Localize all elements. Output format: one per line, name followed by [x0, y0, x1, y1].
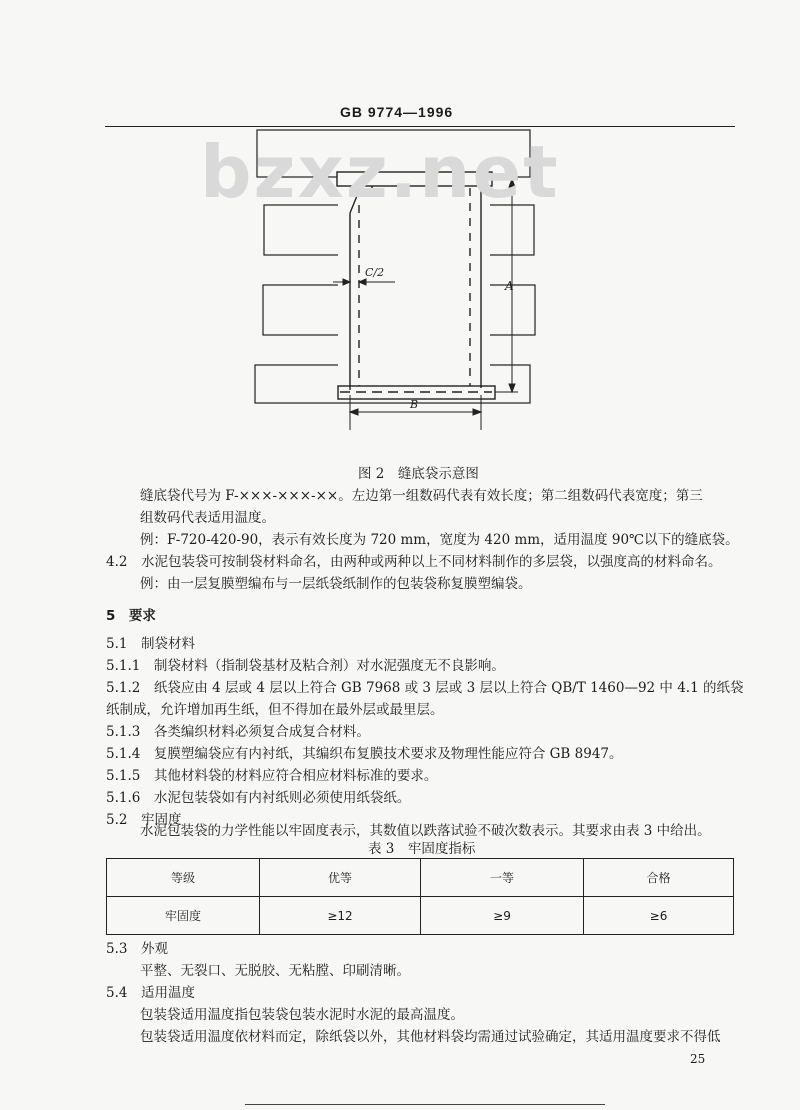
paragraph-example-2: 例：由一层复膜塑编布与一层纸袋纸制作的包装袋称复膜塑编袋。	[140, 576, 532, 592]
watermark: bzxz.net	[200, 130, 560, 214]
table-cell: ≥12	[260, 897, 421, 935]
paragraph-example-1: 例：F-720-420-90，表示有效长度为 720 mm，宽度为 420 mm，适用温度 90℃以下的缝底袋。	[140, 532, 739, 548]
bottom-rule	[245, 1104, 605, 1105]
table-header-cell: 一等	[421, 859, 584, 897]
section-5-1: 5.1 制袋材料	[106, 636, 195, 652]
section-5-4-text-1: 包装袋适用温度指包装袋包装水泥时水泥的最高温度。	[140, 1007, 464, 1023]
paragraph-code-1: 缝底袋代号为 F-×××-×××-××。左边第一组数码代表有效长度；第二组数码代表宽度；第三	[140, 488, 703, 504]
label-a: A	[505, 279, 514, 293]
label-b: B	[410, 398, 419, 411]
section-5-3: 5.3 外观	[106, 941, 168, 957]
table-3	[106, 858, 734, 935]
page-number: 25	[690, 1052, 706, 1066]
section-5-1-5: 5.1.5 其他材料袋的材料应符合相应材料标准的要求。	[106, 768, 438, 784]
section-5-1-6: 5.1.6 水泥包装袋如有内衬纸则必须使用纸袋纸。	[106, 790, 411, 806]
section-5-1-4: 5.1.4 复膜塑编袋应有内衬纸，其编织布复膜技术要求及物理性能应符合 GB 8947。	[106, 746, 623, 762]
table-cell: ≥6	[584, 897, 734, 935]
section-5-1-3: 5.1.3 各类编织材料必须复合成复合材料。	[106, 724, 370, 740]
figure-2-diagram	[0, 0, 800, 470]
section-5-4: 5.4 适用温度	[106, 985, 195, 1001]
table-3-title: 表 3 牢固度指标	[368, 841, 476, 857]
section-5-2-text: 水泥包装袋的力学性能以牢固度表示，其数值以跌落试验不破次数表示。其要求由表 3 中给出。	[140, 823, 711, 839]
section-5-1-2: 5.1.2 纸袋应由 4 层或 4 层以上符合 GB 7968 或 3 层或 3 层以上符合 QB/T 1460—92 中 4.1 的纸袋	[106, 680, 744, 696]
section-5-heading: 5 要求	[106, 608, 156, 624]
label-c-half: C/2	[365, 266, 385, 279]
table-header-row	[107, 859, 734, 897]
table-header-cell: 合格	[584, 859, 734, 897]
table-row-label: 牢固度	[107, 897, 260, 935]
section-5-2: 5.2 牢固度	[106, 812, 182, 828]
figure-caption: 图 2 缝底袋示意图	[358, 466, 479, 482]
section-5-1-2-cont: 纸制成，允许增加再生纸，但不得加在最外层或最里层。	[106, 702, 444, 718]
paragraph-code-2: 组数码代表适用温度。	[140, 510, 275, 526]
table-cell: ≥9	[421, 897, 584, 935]
table-header-cell: 等级	[107, 859, 260, 897]
section-5-4-text-2: 包装袋适用温度依材料而定，除纸袋以外，其他材料袋均需通过试验确定，其适用温度要求不得低	[140, 1029, 721, 1045]
section-5-1-1: 5.1.1 制袋材料（指制袋基材及粘合剂）对水泥强度无不良影响。	[106, 658, 505, 674]
table-row	[107, 897, 734, 935]
table-header-cell: 优等	[260, 859, 421, 897]
section-5-3-text: 平整、无裂口、无脱胶、无粘膛、印刷清晰。	[140, 963, 410, 979]
section-4-2: 4.2 水泥包装袋可按制袋材料命名，由两种或两种以上不同材料制作的多层袋，以强度高的材料命名。	[106, 554, 722, 570]
document-header: GB 9774—1996	[340, 104, 454, 120]
